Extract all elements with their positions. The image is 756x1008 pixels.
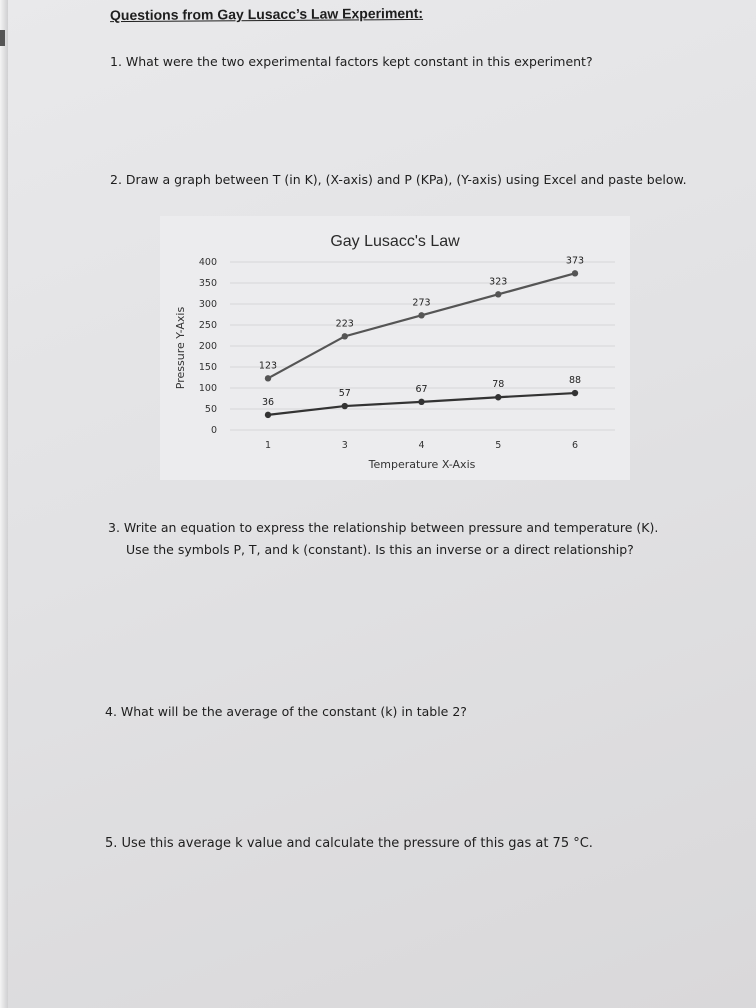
y-tick-label: 200 bbox=[198, 341, 217, 352]
y-axis-label: Pressure Y-Axis bbox=[174, 306, 187, 390]
data-point bbox=[265, 375, 271, 381]
question-3-line-1: 3. Write an equation to express the relationship between pressure and temperature (K). bbox=[108, 520, 659, 535]
y-tick-label: 350 bbox=[198, 278, 217, 289]
data-label: 373 bbox=[565, 255, 585, 267]
x-tick-label: 4 bbox=[418, 440, 425, 451]
y-tick-label: 0 bbox=[210, 425, 217, 436]
question-1: 1. What were the two experimental factors kept constant in this experiment? bbox=[110, 54, 593, 69]
y-tick-label: 400 bbox=[198, 257, 217, 268]
data-label: 273 bbox=[412, 297, 431, 309]
page-title: Questions from Gay Lusacc’s Law Experiment: bbox=[109, 4, 424, 24]
data-point bbox=[572, 270, 578, 276]
question-3-line-2: Use the symbols P, T, and k (constant). Is this an inverse or a direct relationship? bbox=[126, 542, 634, 557]
data-label: 36 bbox=[261, 396, 275, 408]
data-point bbox=[265, 412, 271, 418]
chart-svg bbox=[160, 216, 630, 480]
y-tick-label: 150 bbox=[198, 362, 217, 373]
data-label: 88 bbox=[568, 375, 582, 387]
chart-title: Gay Lusacc's Law bbox=[330, 233, 460, 250]
binder-mark bbox=[0, 30, 5, 46]
data-label: 67 bbox=[415, 383, 428, 395]
page-edge bbox=[0, 0, 8, 1008]
x-tick-label: 6 bbox=[571, 440, 579, 451]
chart-background bbox=[160, 216, 630, 480]
data-point bbox=[342, 333, 348, 339]
question-2: 2. Draw a graph between T (in K), (X-axis) and P (KPa), (Y-axis) using Excel and paste below. bbox=[110, 172, 687, 187]
x-axis-label: Temperature X-Axis bbox=[368, 458, 476, 471]
y-tick-label: 300 bbox=[198, 299, 217, 310]
data-point bbox=[495, 291, 501, 297]
data-point bbox=[418, 312, 424, 318]
x-tick-label: 3 bbox=[341, 440, 348, 451]
data-point bbox=[572, 390, 578, 396]
data-label: 123 bbox=[258, 360, 278, 372]
data-label: 57 bbox=[338, 388, 351, 400]
data-point bbox=[418, 399, 424, 405]
data-point bbox=[495, 394, 501, 400]
y-tick-label: 50 bbox=[204, 404, 217, 415]
question-5: 5. Use this average k value and calculate the pressure of this gas at 75 °C. bbox=[105, 836, 593, 851]
gay-lussac-chart bbox=[160, 216, 630, 480]
x-tick-label: 5 bbox=[495, 440, 502, 451]
y-tick-label: 250 bbox=[198, 320, 217, 331]
data-point bbox=[342, 403, 348, 409]
y-tick-label: 100 bbox=[198, 383, 217, 394]
x-tick-label: 1 bbox=[264, 440, 272, 451]
data-label: 223 bbox=[335, 318, 354, 330]
data-label: 323 bbox=[489, 276, 508, 288]
question-4: 4. What will be the average of the constant (k) in table 2? bbox=[105, 704, 467, 719]
data-label: 78 bbox=[492, 379, 505, 391]
